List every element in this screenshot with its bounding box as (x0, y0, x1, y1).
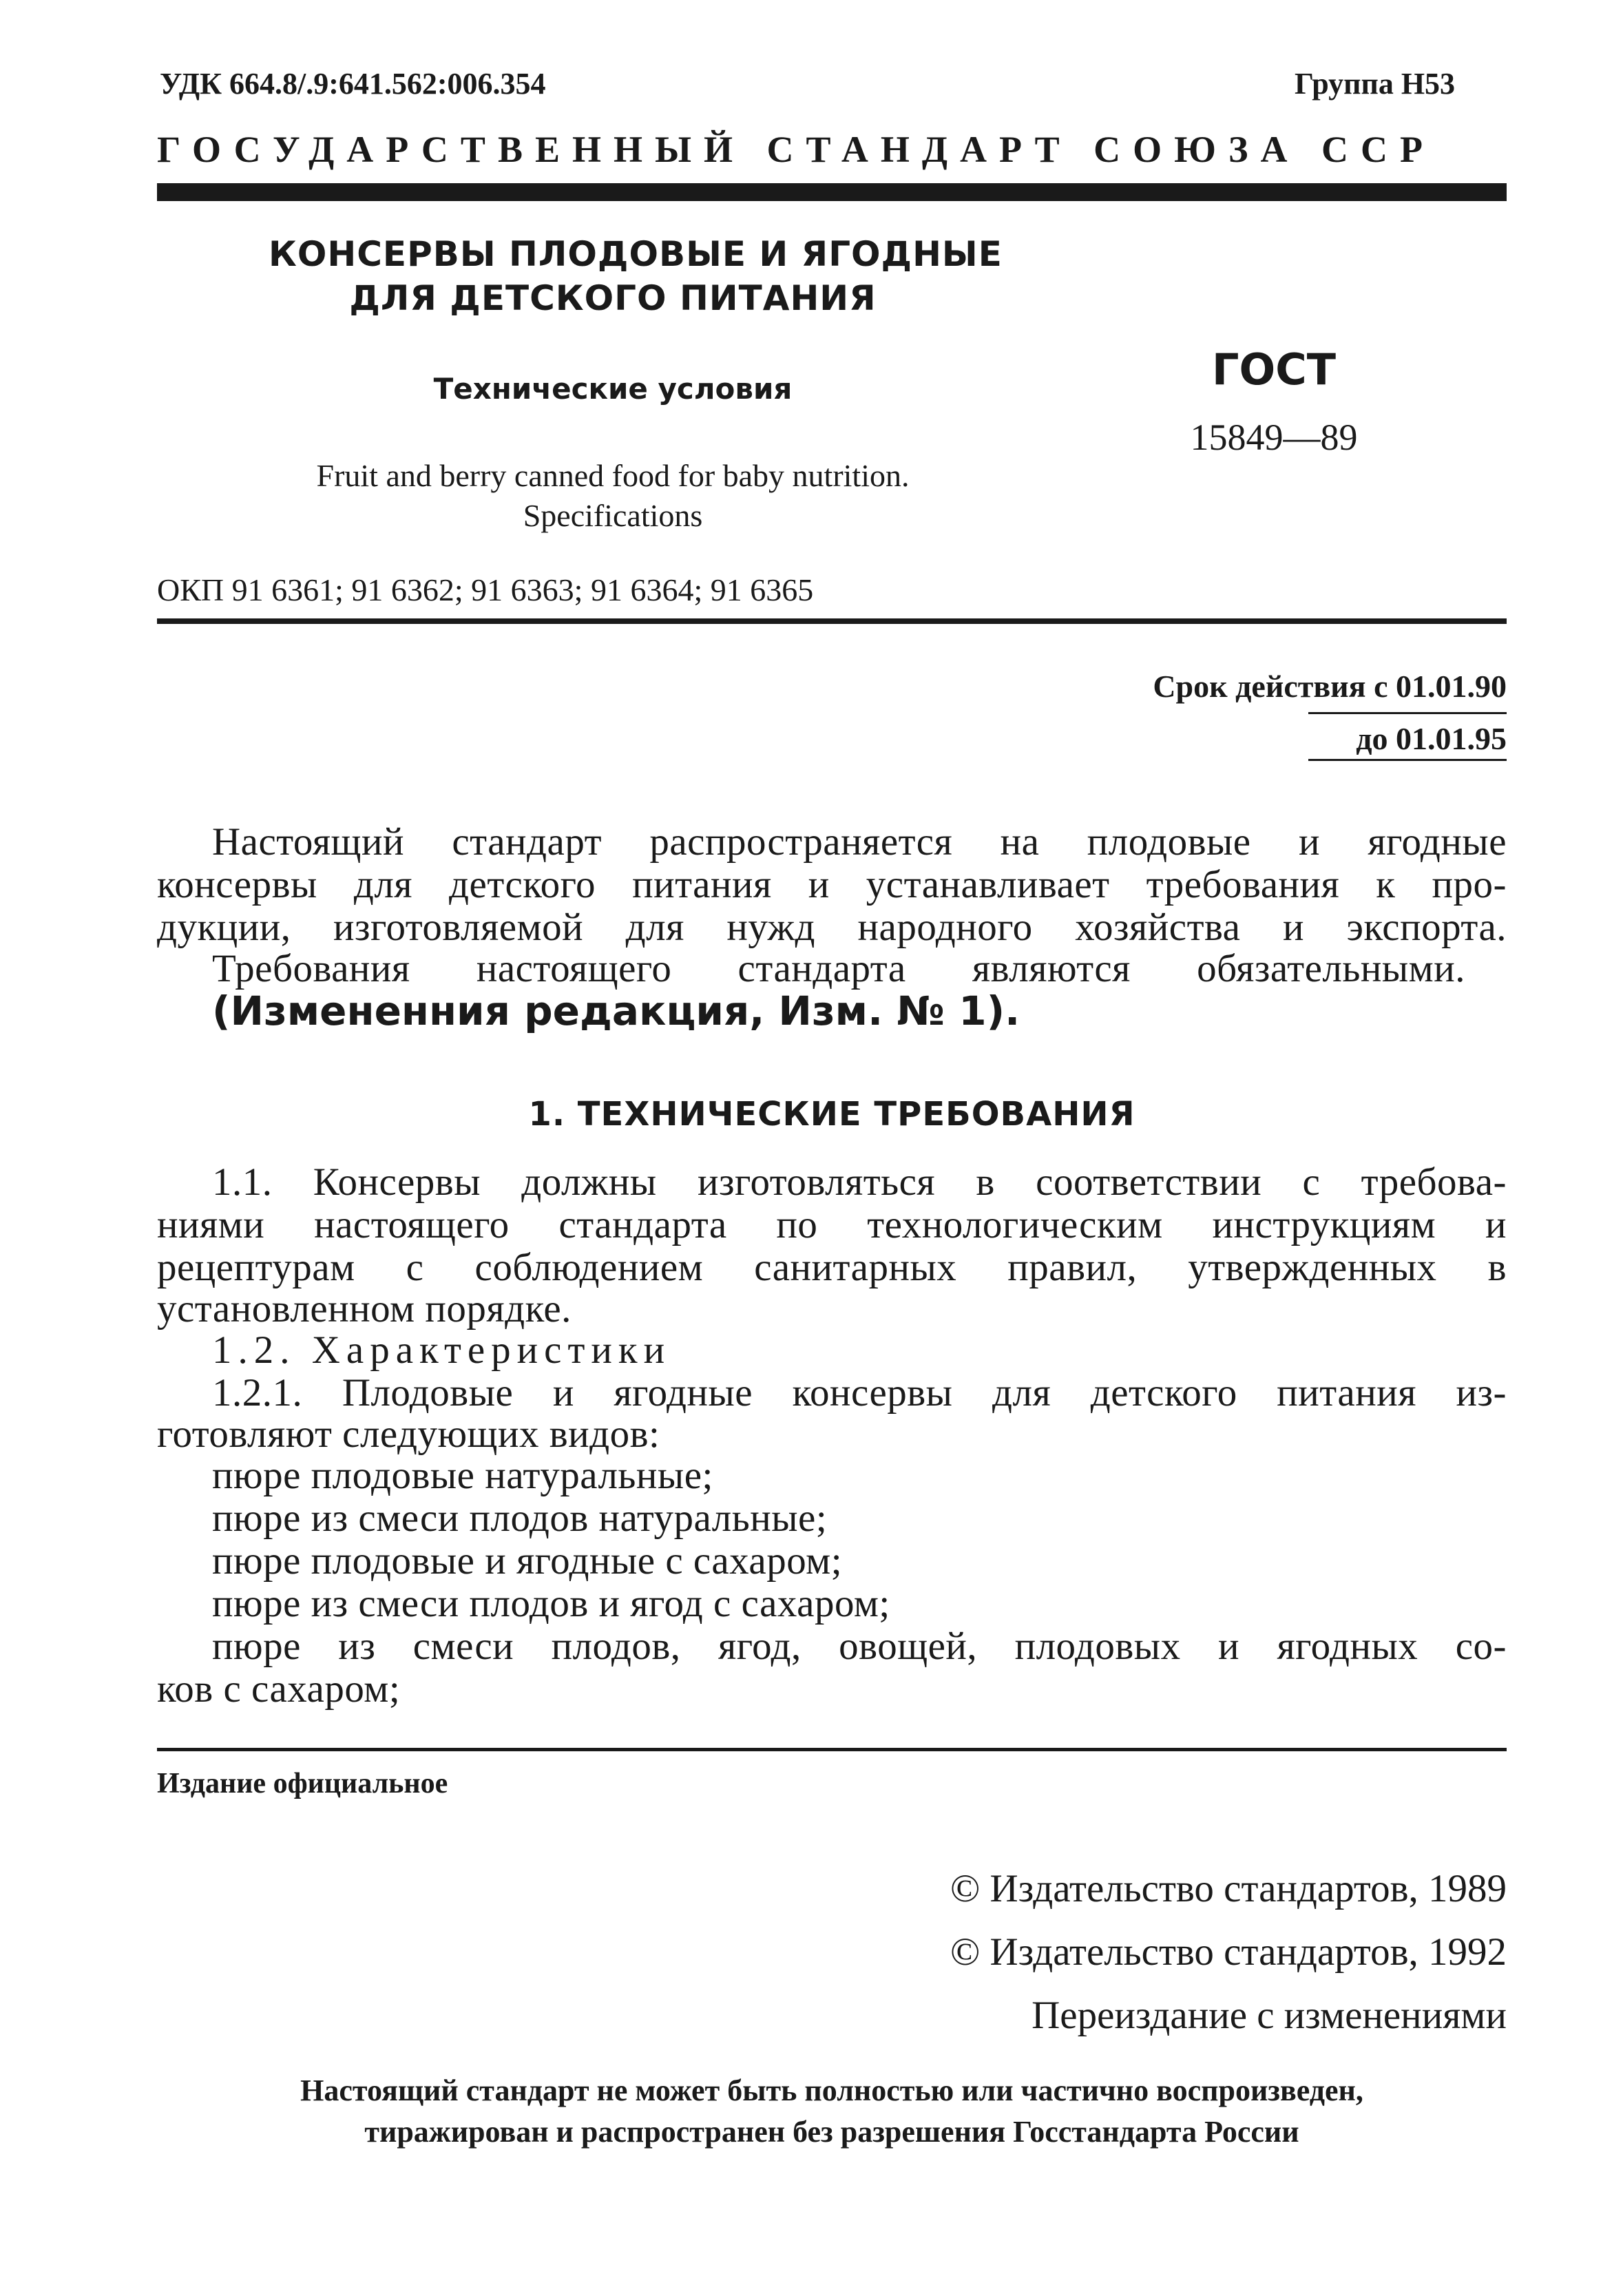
validity-to: до 01.01.95 (1356, 721, 1507, 756)
footer-rule (157, 1748, 1507, 1751)
section-1-line: ков с сахаром; (157, 1667, 401, 1711)
reissue-note: Переиздание с изменениями (1032, 1994, 1507, 2037)
gost-number: 15849—89 (1190, 417, 1358, 458)
section-1-line: 1.2.1. Плодовые и ягодные консервы для детского питания из- (212, 1371, 1507, 1415)
header-rule (157, 183, 1507, 201)
section-1-line: установленном порядке. (157, 1287, 572, 1330)
group-code: Группа Н53 (1295, 67, 1456, 101)
intro-line: дукции, изготовляемой для нужд народного хозяйства и экспорта. (157, 906, 1507, 949)
subtitle: Технические условия (433, 372, 793, 406)
intro-line: Требования настоящего стандарта являются обязательными. (212, 947, 1465, 990)
copyright-1992: © Издательство стандартов, 1992 (950, 1930, 1507, 1974)
title-line-1: КОНСЕРВЫ ПЛОДОВЫЕ И ЯГОДНЫЕ (269, 234, 1003, 274)
section-1-line: пюре из смеси плодов и ягод с сахаром; (212, 1582, 890, 1625)
section-1-line: готовляют следующих видов: (157, 1412, 660, 1456)
validity-from: Срок действия с 01.01.90 (1153, 669, 1507, 704)
section-1-line: пюре из смеси плодов натуральные; (212, 1496, 828, 1540)
english-title-line-2: Specifications (523, 498, 703, 533)
intro-line: Настоящий стандарт распространяется на плодовые и ягодные (212, 820, 1507, 864)
section-1-heading: 1. ТЕХНИЧЕСКИЕ ТРЕБОВАНИЯ (528, 1095, 1135, 1134)
amendment-note: (Измененния редакция, Изм. № 1). (212, 988, 1020, 1034)
section-1-line: пюре из смеси плодов, ягод, овощей, плодовых и ягодных со- (212, 1625, 1507, 1668)
okp-codes: ОКП 91 6361; 91 6362; 91 6363; 91 6364; 91 6365 (157, 572, 814, 607)
gost-label: ГОСТ (1211, 344, 1336, 395)
reproduction-notice-line-1: Настоящий стандарт не может быть полностью или частично воспроизведен, (300, 2074, 1363, 2107)
english-title-line-1: Fruit and berry canned food for baby nutrition. (316, 458, 910, 493)
section-1-line: ниями настоящего стандарта по технологическим инструкциям и (157, 1203, 1507, 1246)
validity-rule-top (1308, 712, 1507, 714)
title-block-rule (157, 618, 1507, 624)
section-1-line: рецептурам с соблюдением санитарных правил, утвержденных в (157, 1246, 1507, 1289)
section-1-line: 1.2. Характеристики (212, 1328, 671, 1372)
section-1-line: пюре плодовые натуральные; (212, 1454, 713, 1497)
official-edition-label: Издание официальное (157, 1768, 448, 1799)
title-line-2: ДЛЯ ДЕТСКОГО ПИТАНИЯ (349, 278, 877, 318)
reproduction-notice-line-2: тиражирован и распространен без разрешения Госстандарта России (364, 2115, 1299, 2149)
intro-line: консервы для детского питания и устанавливает требования к про- (157, 863, 1507, 906)
state-standard-heading: ГОСУДАРСТВЕННЫЙ СТАНДАРТ СОЮЗА ССР (157, 129, 1435, 170)
section-1-line: пюре плодовые и ягодные с сахаром; (212, 1539, 843, 1583)
udk-code: УДК 664.8/.9:641.562:006.354 (160, 67, 546, 101)
section-1-line: 1.1. Консервы должны изготовляться в соответствии с требова- (212, 1160, 1507, 1204)
copyright-1989: © Издательство стандартов, 1989 (950, 1867, 1507, 1910)
validity-rule-bottom (1308, 759, 1507, 761)
